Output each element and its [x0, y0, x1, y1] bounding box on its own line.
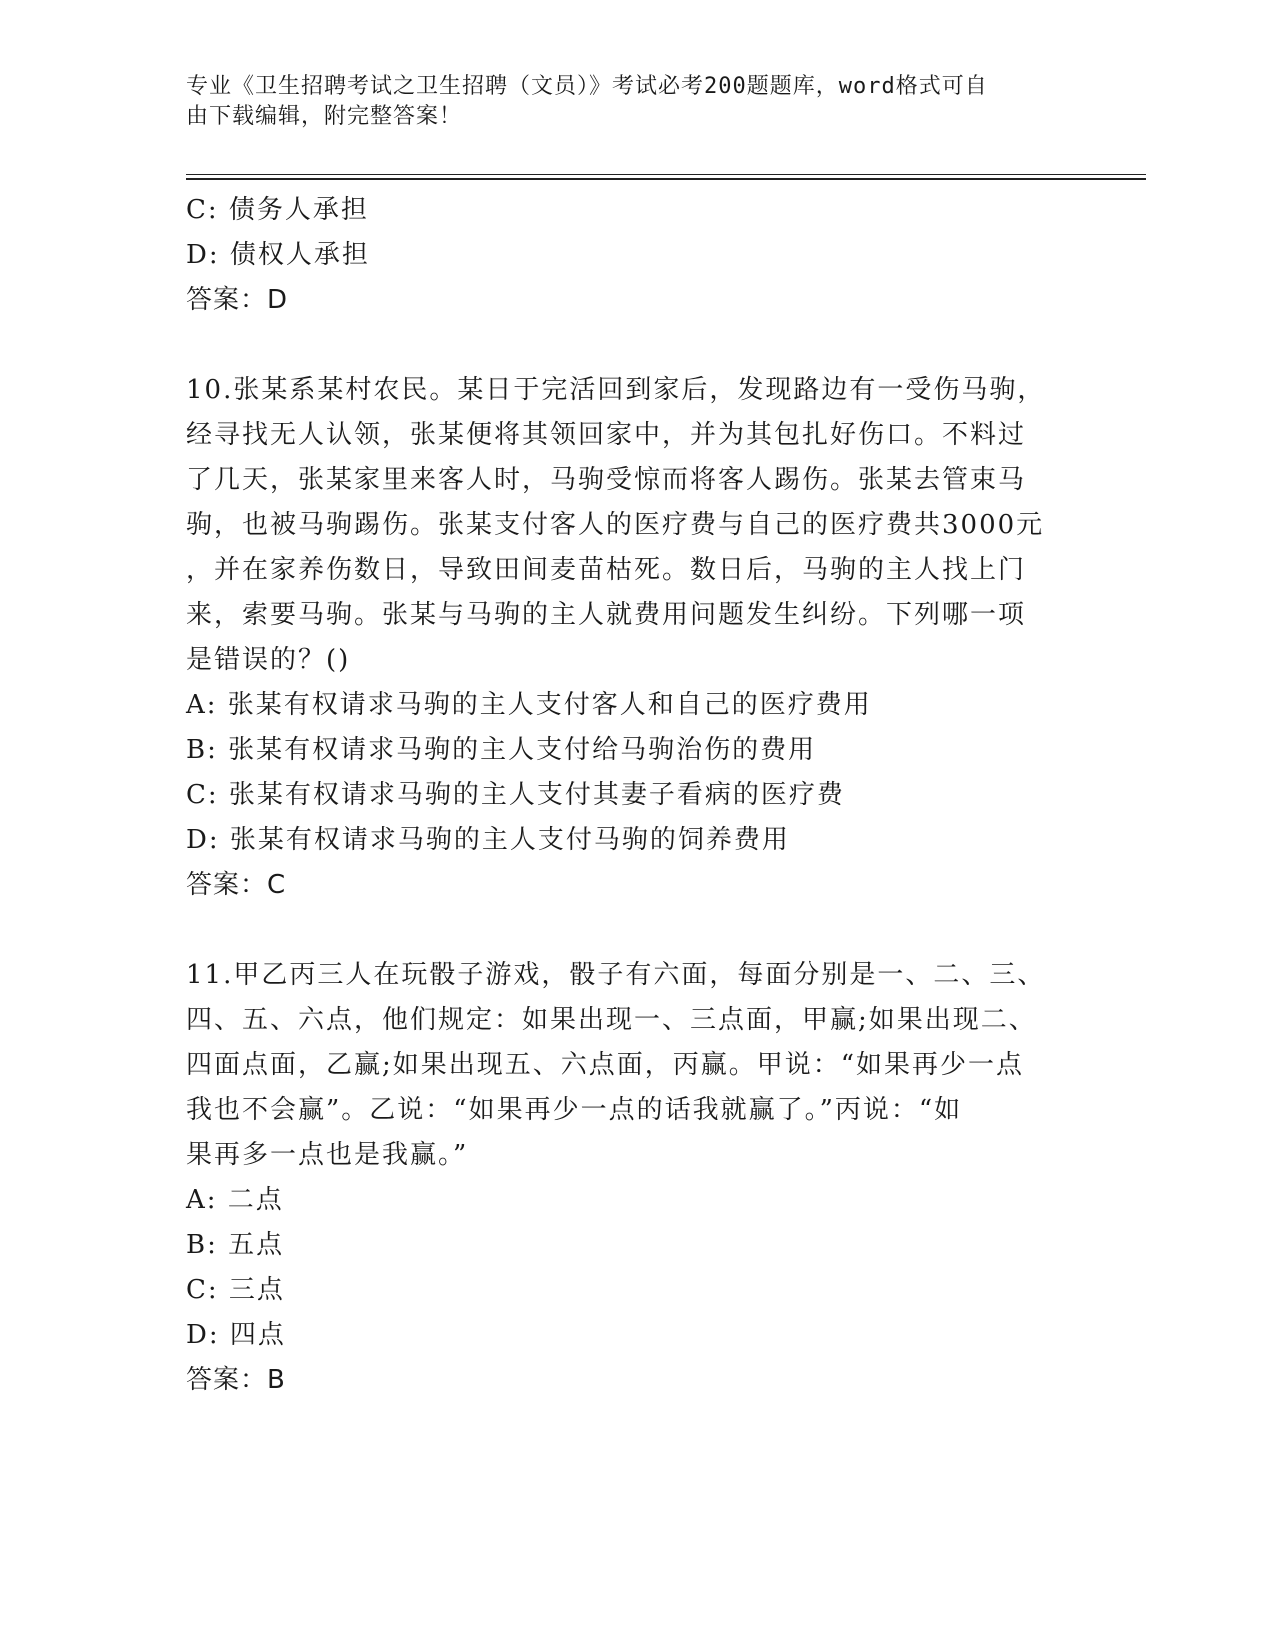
answer-line: 答案：C [186, 870, 287, 900]
option-c: C: 三点 [186, 1275, 285, 1305]
answer-line: 答案：B [186, 1365, 286, 1395]
option-d: D: 张某有权请求马驹的主人支付马驹的饲养费用 [186, 825, 790, 855]
question-content [186, 188, 1056, 1403]
document-header [186, 72, 1086, 132]
spacer [186, 908, 1056, 953]
question-11 [186, 953, 1056, 1403]
stem-line: 11.甲乙丙三人在玩骰子游戏，骰子有六面，每面分别是一、二、三、 [186, 960, 1046, 990]
stem-line: 四、五、六点，他们规定：如果出现一、三点面，甲赢;如果出现二、 [186, 1005, 1037, 1035]
question-10 [186, 368, 1056, 908]
option-a: A: 二点 [186, 1185, 284, 1215]
stem-line: 四面点面，乙赢;如果出现五、六点面，丙赢。甲说：“如果再少一点 [186, 1050, 1025, 1080]
header-rule-thick [186, 178, 1146, 180]
option-c: C: 张某有权请求马驹的主人支付其妻子看病的医疗费 [186, 780, 845, 810]
option-b: B: 五点 [186, 1230, 285, 1260]
answer-line: 答案：D [186, 285, 289, 315]
stem-line: 是错误的？() [186, 645, 351, 675]
stem-line: 了几天，张某家里来客人时，马驹受惊而将客人踢伤。张某去管束马 [186, 465, 1027, 495]
question-stem [186, 368, 1056, 683]
header-rule-thin [186, 174, 1146, 175]
option-d: D: 四点 [186, 1320, 286, 1350]
option-b: B: 张某有权请求马驹的主人支付给马驹治伤的费用 [186, 735, 817, 765]
header-line-1: 专业《卫生招聘考试之卫生招聘（文员）》考试必考200题题库，word格式可自 [186, 74, 988, 99]
question-stem [186, 953, 1056, 1178]
stem-line: 我也不会赢”。乙说：“如果再少一点的话我就赢了。”丙说：“如 [186, 1095, 963, 1125]
stem-line: 经寻找无人认领，张某便将其领回家中，并为其包扎好伤口。不料过 [186, 420, 1027, 450]
option-d: D: 债权人承担 [186, 240, 370, 270]
stem-line: 10.张某系某村农民。某日于完活回到家后，发现路边有一受伤马驹， [186, 375, 1046, 405]
stem-line: 驹，也被马驹踢伤。张某支付客人的医疗费与自己的医疗费共3000元 [186, 510, 1045, 540]
spacer [186, 323, 1056, 368]
stem-line: 果再多一点也是我赢。” [186, 1140, 469, 1170]
option-c: C: 债务人承担 [186, 195, 369, 225]
option-a: A: 张某有权请求马驹的主人支付客人和自己的医疗费用 [186, 690, 872, 720]
stem-line: 来，索要马驹。张某与马驹的主人就费用问题发生纠纷。下列哪一项 [186, 600, 1027, 630]
header-line-2: 由下载编辑，附完整答案！ [186, 104, 463, 129]
stem-line: ，并在家养伤数日，导致田间麦苗枯死。数日后，马驹的主人找上门 [186, 555, 1027, 585]
question-9 [186, 188, 1056, 323]
